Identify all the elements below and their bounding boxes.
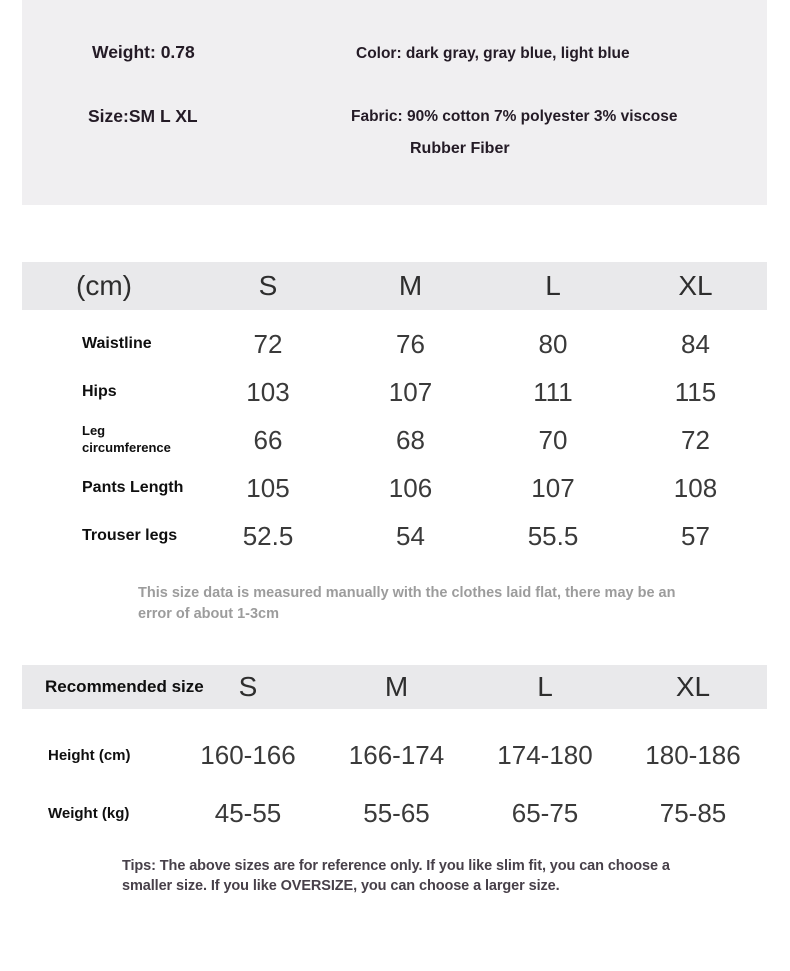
size-value: 103 (246, 376, 290, 407)
row-label: Trouser legs (82, 527, 178, 544)
table-row-height (22, 726, 767, 784)
size-value: 106 (388, 472, 433, 503)
size-value: 105 (246, 472, 290, 503)
row-label: Weight (kg) (48, 804, 130, 822)
size-value: 55-65 (363, 797, 430, 828)
table-row-pants-length (22, 464, 767, 512)
size-value: 80 (538, 328, 568, 359)
size-value: 160-166 (200, 739, 296, 770)
column-header-l: L (545, 270, 561, 301)
size-value: 115 (674, 376, 717, 407)
size-value: 72 (681, 424, 710, 455)
measurement-note: This size data is measured manually with the clothes laid flat, there may be an error of about 1-3cm (138, 585, 676, 623)
size-value: 111 (533, 376, 573, 407)
table-row-hips (22, 368, 767, 416)
rec-column-header-m: M (384, 671, 409, 702)
recommended-size-header: Recommended size (45, 677, 204, 696)
table-row-weight (22, 784, 767, 842)
weight-text: Weight: 0.78 (92, 42, 195, 62)
size-value: 57 (681, 520, 710, 551)
row-label: Height (cm) (48, 746, 131, 764)
size-text: Size:SM L XL (88, 106, 198, 126)
rec-column-header-l: L (537, 671, 553, 702)
size-tips: Tips: The above sizes are for reference only. If you like slim fit, you can choose a smaller size. If you like OVERSIZE, you can choose a larger size. (122, 858, 670, 895)
table-row-trouser-legs (22, 512, 767, 560)
fabric-text: Fabric: 90% cotton 7% polyester 3% viscose (351, 108, 678, 125)
size-value: 174-180 (497, 739, 593, 770)
size-value: 75-85 (659, 797, 727, 828)
table-row-leg-circumference (22, 416, 767, 464)
rec-column-header-s: S (238, 671, 258, 702)
recommended-size-table (22, 665, 767, 842)
size-value: 107 (531, 472, 575, 503)
color-text: Color: dark gray, gray blue, light blue (356, 45, 630, 62)
size-value: 107 (388, 376, 433, 407)
recommended-header-row (22, 665, 767, 709)
size-value: 70 (538, 424, 568, 455)
column-header-m: M (398, 270, 423, 301)
column-header-xl: XL (678, 270, 713, 301)
size-value: 108 (673, 472, 718, 503)
size-value: 65-75 (511, 797, 579, 828)
column-header-s: S (258, 270, 278, 301)
size-value: 76 (396, 328, 425, 359)
product-spec-card (22, 0, 767, 205)
size-value: 166-174 (348, 739, 445, 770)
size-value: 68 (396, 424, 425, 455)
row-label: Pants Length (82, 479, 184, 496)
fabric-text-line2: Rubber Fiber (410, 140, 510, 157)
rec-column-header-xl: XL (675, 671, 711, 702)
size-value: 52.5 (242, 520, 294, 551)
size-value: 72 (253, 328, 283, 359)
row-label: Leg circumference (82, 423, 171, 455)
row-label: Hips (82, 383, 117, 400)
size-value: 55.5 (527, 520, 579, 551)
unit-header: (cm) (76, 270, 132, 301)
row-label: Waistline (82, 335, 152, 352)
size-table (22, 262, 767, 560)
size-value: 66 (253, 424, 283, 455)
size-value: 84 (681, 328, 710, 359)
table-row-waistline (22, 320, 767, 368)
size-value: 45-55 (214, 797, 282, 828)
size-value: 180-186 (645, 739, 741, 770)
size-value: 54 (396, 520, 425, 551)
size-table-header-row (22, 262, 767, 310)
